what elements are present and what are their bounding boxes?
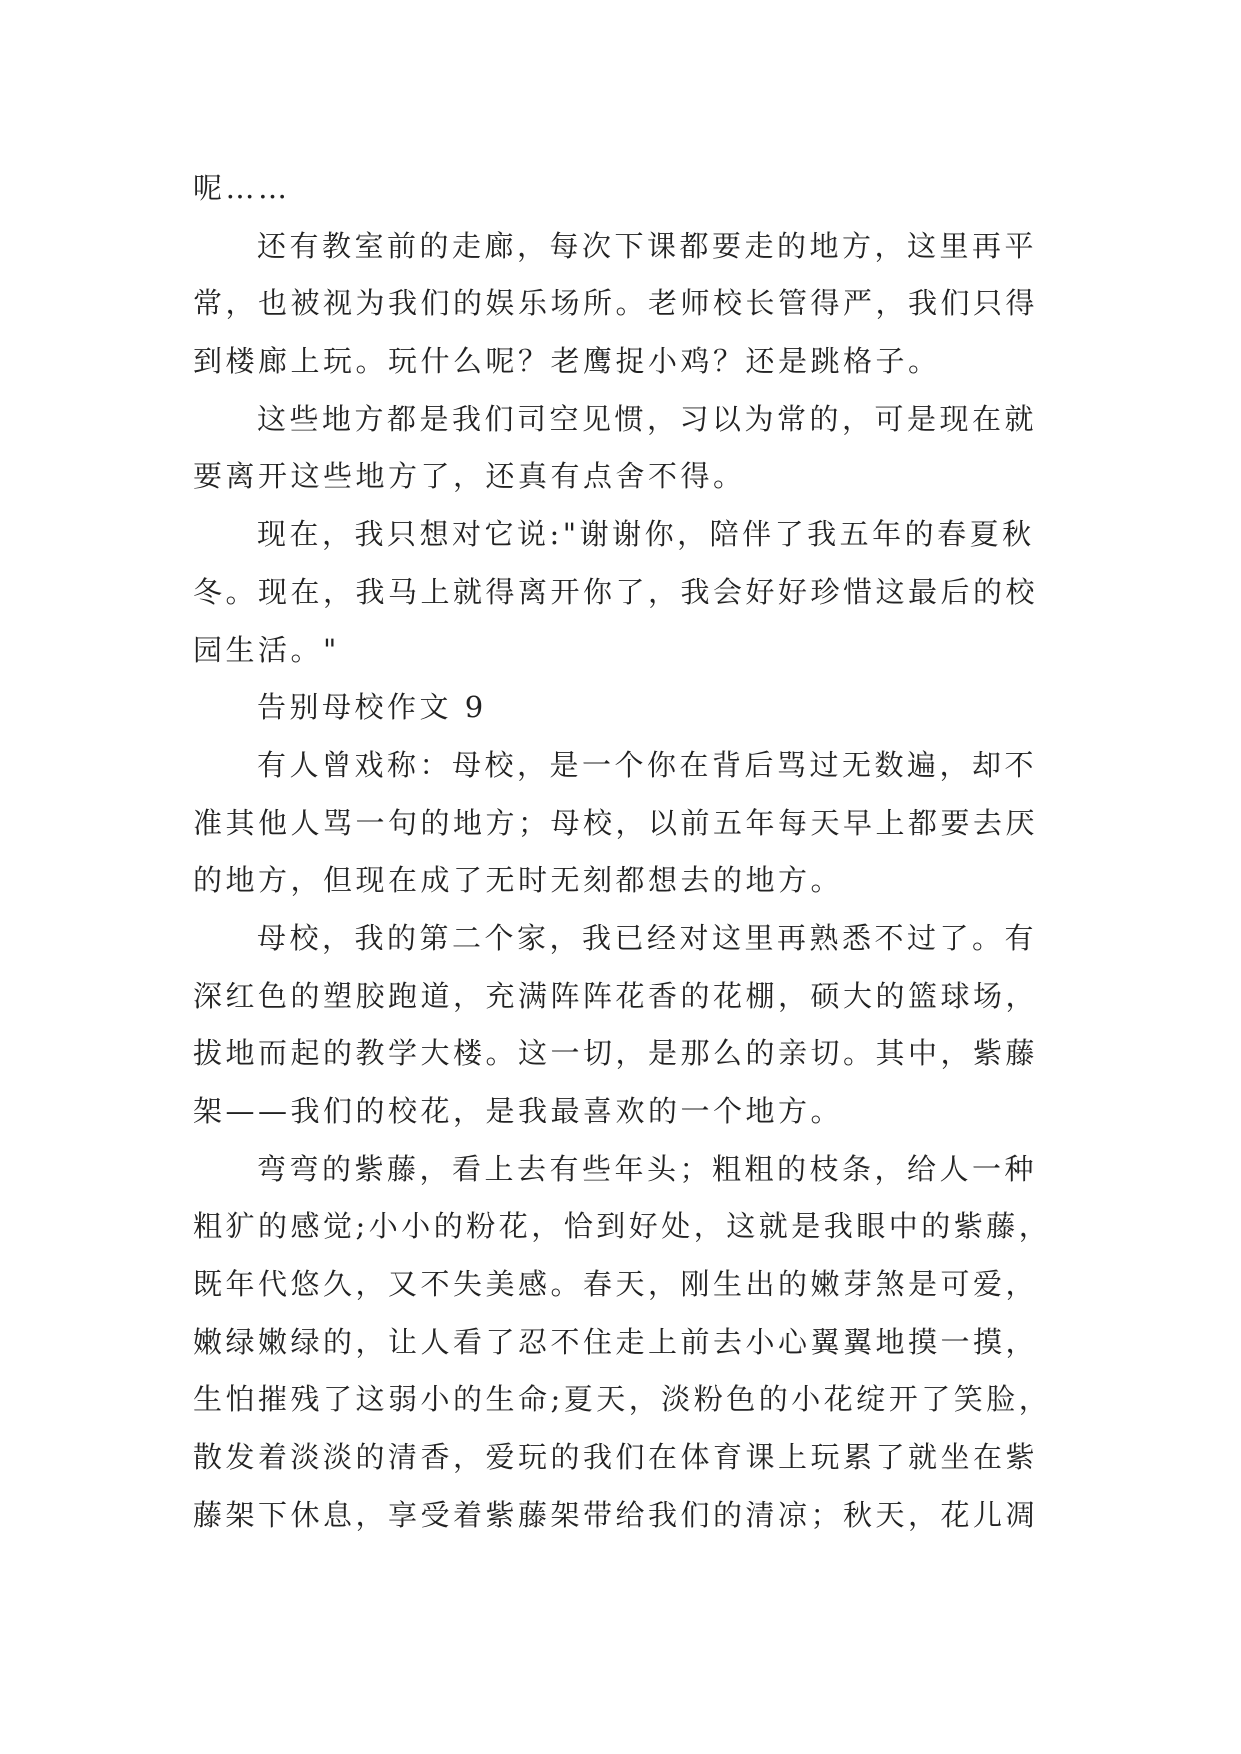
text-line: 要离开这些地方了，还真有点舍不得。 — [193, 459, 746, 494]
text-line: 呢…… — [193, 171, 291, 205]
text-line: 深红色的塑胶跑道，充满阵阵花香的花棚，硕大的篮球场， — [193, 978, 1039, 1013]
text-line: 园生活。" — [193, 632, 340, 667]
text-line: 母校，我的第二个家，我已经对这里再熟悉不过了。有 — [257, 920, 1038, 955]
text-line: 散发着淡淡的清香，爱玩的我们在体育课上玩累了就坐在紫 — [193, 1440, 1039, 1475]
text-line: 还有教室前的走廊，每次下课都要走的地方，这里再平 — [257, 228, 1038, 263]
text-line: 到楼廊上玩。玩什么呢？老鹰捉小鸡？还是跳格子。 — [193, 344, 941, 379]
section-heading: 告别母校作文 9 — [257, 690, 487, 725]
text-line: 既年代悠久，又不失美感。春天，刚生出的嫩芽煞是可爱， — [193, 1267, 1039, 1302]
text-line: 架——我们的校花，是我最喜欢的一个地方。 — [193, 1094, 844, 1128]
text-line: 粗犷的感觉;小小的粉花，恰到好处，这就是我眼中的紫藤， — [193, 1209, 1052, 1244]
text-line: 有人曾戏称：母校，是一个你在背后骂过无数遍，却不 — [257, 747, 1038, 782]
text-line: 拔地而起的教学大楼。这一切，是那么的亲切。其中，紫藤 — [193, 1036, 1039, 1071]
text-line: 的地方，但现在成了无时无刻都想去的地方。 — [193, 863, 844, 898]
text-line: 现在，我只想对它说:"谢谢你，陪伴了我五年的春夏秋 — [257, 517, 1035, 552]
text-line: 准其他人骂一句的地方；母校，以前五年每天早上都要去厌 — [193, 805, 1039, 840]
text-line: 嫩绿嫩绿的，让人看了忍不住走上前去小心翼翼地摸一摸， — [193, 1324, 1039, 1359]
text-line: 弯弯的紫藤，看上去有些年头；粗粗的枝条，给人一种 — [257, 1151, 1038, 1186]
text-line: 这些地方都是我们司空见惯，习以为常的，可是现在就 — [257, 401, 1038, 436]
essay-body — [193, 160, 1063, 1545]
text-line: 冬。现在，我马上就得离开你了，我会好好珍惜这最后的校 — [193, 574, 1039, 609]
text-line: 常，也被视为我们的娱乐场所。老师校长管得严，我们只得 — [193, 286, 1039, 321]
text-line: 生怕摧残了这弱小的生命;夏天，淡粉色的小花绽开了笑脸， — [193, 1382, 1052, 1417]
text-line: 藤架下休息，享受着紫藤架带给我们的清凉；秋天，花儿凋 — [193, 1497, 1039, 1532]
